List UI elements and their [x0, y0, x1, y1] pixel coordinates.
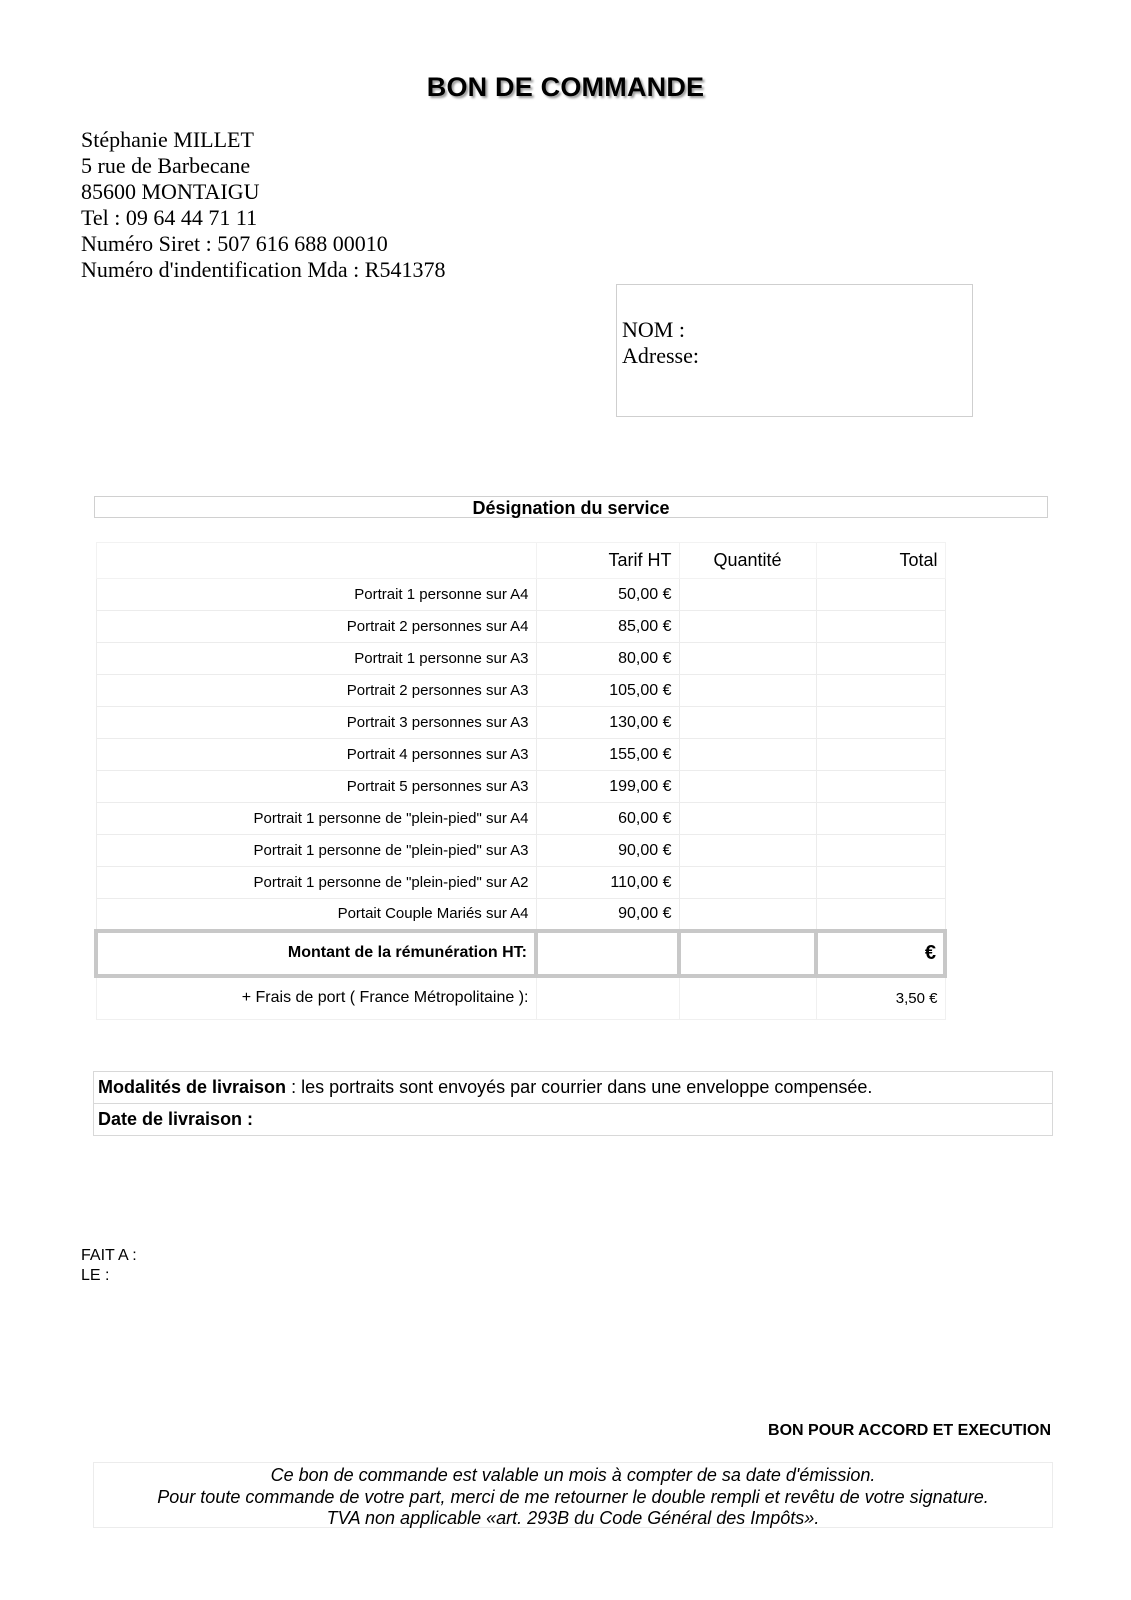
table-row: [96, 899, 945, 931]
quantity-cell[interactable]: [679, 739, 816, 771]
delivery-date-row: [94, 1104, 1053, 1136]
service-price: 110,00 €: [536, 867, 679, 899]
quantity-cell[interactable]: [679, 835, 816, 867]
quantity-cell[interactable]: [679, 899, 816, 931]
designation-header: Désignation du service: [94, 496, 1048, 518]
table-row: [96, 611, 945, 643]
table-row: [96, 643, 945, 675]
service-label: Portrait 3 personnes sur A3: [96, 707, 536, 739]
service-price: 90,00 €: [536, 835, 679, 867]
total-cell[interactable]: [816, 835, 945, 867]
quantity-cell[interactable]: [679, 611, 816, 643]
service-price: 85,00 €: [536, 611, 679, 643]
service-label: Portrait 2 personnes sur A3: [96, 675, 536, 707]
sender-phone: Tel : 09 64 44 71 11: [81, 205, 258, 230]
sender-siret: Numéro Siret : 507 616 688 00010: [81, 231, 388, 256]
service-price: 155,00 €: [536, 739, 679, 771]
table-row: [96, 675, 945, 707]
header-total: Total: [816, 543, 945, 579]
service-price: 90,00 €: [536, 899, 679, 931]
total-cell[interactable]: [816, 643, 945, 675]
total-cell[interactable]: [816, 579, 945, 611]
footer-line-tva: TVA non applicable «art. 293B du Code Général des Impôts».: [326, 1508, 820, 1528]
sender-name: Stéphanie MILLET: [81, 127, 254, 152]
table-row: [96, 835, 945, 867]
service-label: Portrait 1 personne sur A4: [96, 579, 536, 611]
approval-label: BON POUR ACCORD ET EXECUTION: [768, 1422, 1051, 1439]
recipient-box[interactable]: [616, 284, 973, 417]
service-price: 60,00 €: [536, 803, 679, 835]
header-tarif: Tarif HT: [536, 543, 679, 579]
fait-a-label: FAIT A :: [81, 1247, 137, 1264]
quantity-cell[interactable]: [679, 803, 816, 835]
delivery-modalites-cell: [94, 1072, 1053, 1104]
total-quantity-cell[interactable]: [679, 931, 816, 976]
sender-city: 85600 MONTAIGU: [81, 179, 260, 204]
sender-block: [81, 127, 445, 283]
recipient-name-label: NOM :: [622, 317, 685, 342]
total-cell[interactable]: [816, 899, 945, 931]
service-label: Portrait 4 personnes sur A3: [96, 739, 536, 771]
service-label: Portrait 1 personne de "plein-pied" sur A4: [96, 803, 536, 835]
total-tarif-cell[interactable]: [536, 931, 679, 976]
quantity-cell[interactable]: [679, 771, 816, 803]
quantity-cell[interactable]: [679, 579, 816, 611]
header-empty-cell: [96, 543, 536, 579]
service-label: Portrait 2 personnes sur A4: [96, 611, 536, 643]
total-cell[interactable]: [816, 611, 945, 643]
service-price: 50,00 €: [536, 579, 679, 611]
service-label: Portait Couple Mariés sur A4: [96, 899, 536, 931]
table-row: [96, 867, 945, 899]
footer-notice: [93, 1462, 1053, 1528]
total-label: Montant de la rémunération HT:: [96, 931, 536, 976]
total-cell[interactable]: [816, 803, 945, 835]
quantity-cell[interactable]: [679, 707, 816, 739]
total-cell[interactable]: [816, 739, 945, 771]
total-amount-cell[interactable]: €: [816, 931, 945, 976]
quantity-cell[interactable]: [679, 675, 816, 707]
delivery-modalites-label: Modalités de livraison: [98, 1077, 287, 1097]
delivery-modalites-row: [94, 1072, 1053, 1104]
quantity-cell[interactable]: [679, 867, 816, 899]
delivery-modalites-text: : les portraits sont envoyés par courrier dans une enveloppe compensée.: [286, 1077, 873, 1097]
service-label: Portrait 1 personne sur A3: [96, 643, 536, 675]
service-label: Portrait 5 personnes sur A3: [96, 771, 536, 803]
header-quantite: Quantité: [679, 543, 816, 579]
table-row: [96, 707, 945, 739]
place-date-block: [81, 1246, 137, 1286]
shipping-empty-cell: [536, 976, 679, 1020]
total-cell[interactable]: [816, 675, 945, 707]
table-row: [96, 771, 945, 803]
service-price: 130,00 €: [536, 707, 679, 739]
sender-mda: Numéro d'indentification Mda : R541378: [81, 257, 446, 282]
shipping-row: [96, 976, 945, 1020]
service-price: 80,00 €: [536, 643, 679, 675]
le-label: LE :: [81, 1267, 110, 1284]
service-label: Portrait 1 personne de "plein-pied" sur A3: [96, 835, 536, 867]
table-row: [96, 579, 945, 611]
total-cell[interactable]: [816, 771, 945, 803]
page-title: BON DE COMMANDE: [426, 72, 705, 102]
service-label: Portrait 1 personne de "plein-pied" sur A2: [96, 867, 536, 899]
delivery-date-cell[interactable]: [94, 1104, 1053, 1136]
service-price: 199,00 €: [536, 771, 679, 803]
total-cell[interactable]: [816, 707, 945, 739]
delivery-date-label: Date de livraison :: [98, 1109, 254, 1129]
shipping-empty-cell: [679, 976, 816, 1020]
quantity-cell[interactable]: [679, 643, 816, 675]
shipping-label: + Frais de port ( France Métropolitaine ):: [96, 976, 536, 1020]
table-row: [96, 803, 945, 835]
total-row: [96, 931, 945, 976]
delivery-table: [93, 1071, 1053, 1136]
recipient-address-label: Adresse:: [622, 343, 699, 368]
sender-street: 5 rue de Barbecane: [81, 153, 251, 178]
service-price: 105,00 €: [536, 675, 679, 707]
shipping-amount: 3,50 €: [816, 976, 945, 1020]
total-cell[interactable]: [816, 867, 945, 899]
table-header-row: [96, 543, 945, 579]
footer-line-signature: Pour toute commande de votre part, merci de me retourner le double rempli et revêtu de votre signature.: [157, 1486, 989, 1507]
footer-line-validity: Ce bon de commande est valable un mois à compter de sa date d'émission.: [270, 1465, 876, 1485]
table-row: [96, 739, 945, 771]
price-table: [94, 542, 947, 1020]
